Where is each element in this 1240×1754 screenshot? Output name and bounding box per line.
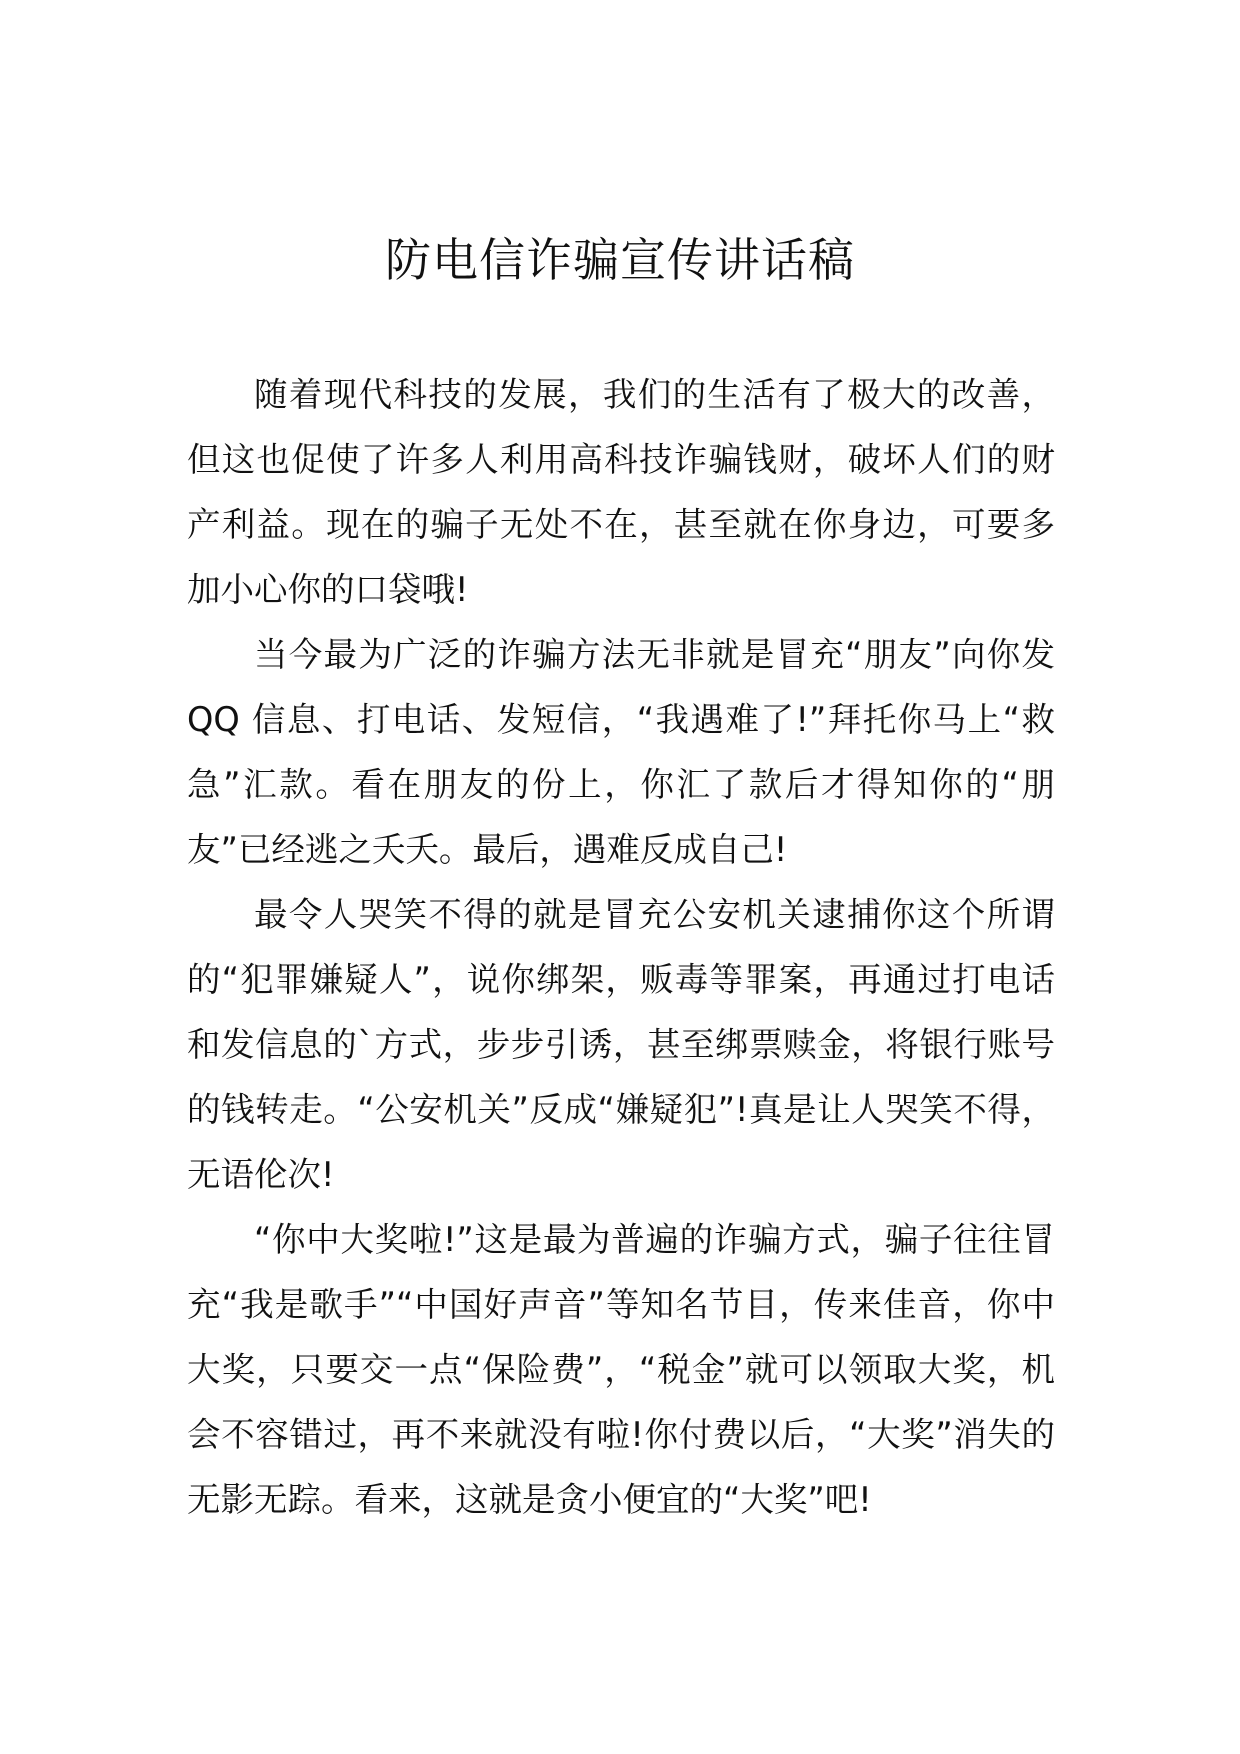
paragraph-1: 随着现代科技的发展，我们的生活有了极大的改善，但这也促使了许多人利用高科技诈骗钱财，破坏人们的财产利益。现在的骗子无处不在，甚至就在你身边，可要多加小心你的口袋哦! <box>187 375 1055 609</box>
paragraph-2: 当今最为广泛的诈骗方法无非就是冒充“朋友”向你发 QQ 信息、打电话、发短信，“我遇难了!”拜托你马上“救急”汇款。看在朋友的份上，你汇了款后才得知你的“朋友”已经逃之夭夭。最后，遇难反成自己! <box>187 635 1055 869</box>
paragraph-4: “你中大奖啦!”这是最为普遍的诈骗方式，骗子往往冒充“我是歌手”“中国好声音”等知名节目，传来佳音，你中大奖，只要交一点“保险费”，“税金”就可以领取大奖，机会不容错过，再不来就没有啦!你付费以后，“大奖”消失的无影无踪。看来，这就是贪小便宜的“大奖”吧! <box>187 1220 1055 1519</box>
document-title: 防电信诈骗宣传讲话稿 <box>385 233 855 287</box>
document-body <box>187 362 1055 1532</box>
paragraph-3: 最令人哭笑不得的就是冒充公安机关逮捕你这个所谓的“犯罪嫌疑人”，说你绑架，贩毒等罪案，再通过打电话和发信息的`方式，步步引诱，甚至绑票赎金，将银行账号的钱转走。“公安机关”反成“嫌疑犯”!真是让人哭笑不得，无语伦次! <box>187 895 1055 1194</box>
